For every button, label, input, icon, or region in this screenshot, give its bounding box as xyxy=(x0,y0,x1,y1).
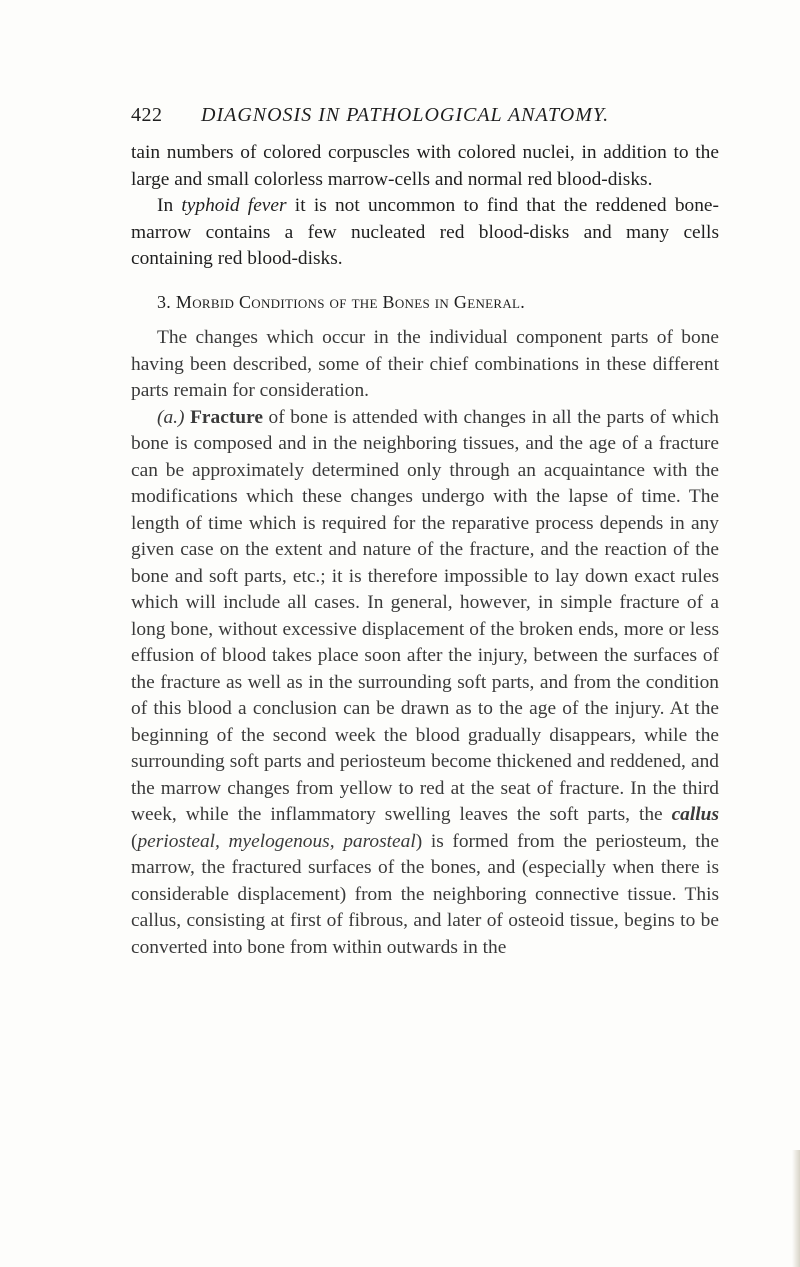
page-edge-shadow xyxy=(792,1150,800,1267)
body-text xyxy=(131,140,719,961)
callus-types: periosteal, myelogenous, parosteal xyxy=(137,830,416,852)
paragraph-intro: The changes which occur in the individual component parts of bone having been described, some of their chief combinations in these different parts remain for consideration. xyxy=(131,327,719,401)
text-run: it is not uncommon to find that the reddened bone-marrow contains a few nucleated red blood-disks and many cells containing red blood-disks. xyxy=(131,195,719,269)
paragraph-typhoid xyxy=(131,193,719,273)
page-number: 422 xyxy=(131,104,163,126)
term-fracture: Fracture xyxy=(190,406,263,428)
text-run: of bone is attended with changes in all the parts of which bone is composed and in the neighboring tissues, and the age of a fracture can be approximately determined only through an acquaintance with the modifications which these changes undergo with the lapse of time. The length of time which is required for the reparative process depends in any given case on the extent and nature of the fracture, and the reaction of the bone and soft parts, etc.; it is therefore impossible to lay down exact rules which will include all cases. In general, however, in simple fracture of a long bone, without excessive displacement of the broken ends, more or less effusion of blood takes place soon after the injury, between the surfaces of the fracture as well as in the surrounding soft parts, and from the condition of this blood a conclusion can be drawn as to the age of the injury. At the beginning of the second week the blood gradually disappears, while the surrounding soft parts and periosteum become thickened and reddened, and the marrow changes from yellow to red at the seat of fracture. In the third week, while the inflammatory swelling leaves the soft parts, the xyxy=(131,406,719,825)
paragraph-continued: tain numbers of colored corpuscles with colored nuclei, in addition to the large and small colorless marrow-cells and normal red blood-disks. xyxy=(131,142,719,190)
item-label: (a.) xyxy=(157,406,185,428)
text-run: ) is formed from the periosteum, the marrow, the fractured surfaces of the bones, and (especially when there is considerable displacement) from the neighboring connective tissue. This callus, consisting at first of fibrous, and later of osteoid tissue, begins to be converted into bone from within outwards in the xyxy=(131,830,719,958)
running-title: DIAGNOSIS IN PATHOLOGICAL ANATOMY. xyxy=(201,104,610,126)
paragraph-fracture xyxy=(131,405,719,962)
section-title: Morbid Conditions of the Bones in General. xyxy=(175,291,526,312)
section-heading xyxy=(131,289,719,316)
running-header xyxy=(131,104,731,134)
term-callus: callus xyxy=(671,804,719,825)
text-run: In xyxy=(157,195,182,216)
text-run: ( xyxy=(131,830,138,852)
term-typhoid-fever: typhoid fever xyxy=(181,195,287,216)
section-number: 3. xyxy=(157,291,172,312)
